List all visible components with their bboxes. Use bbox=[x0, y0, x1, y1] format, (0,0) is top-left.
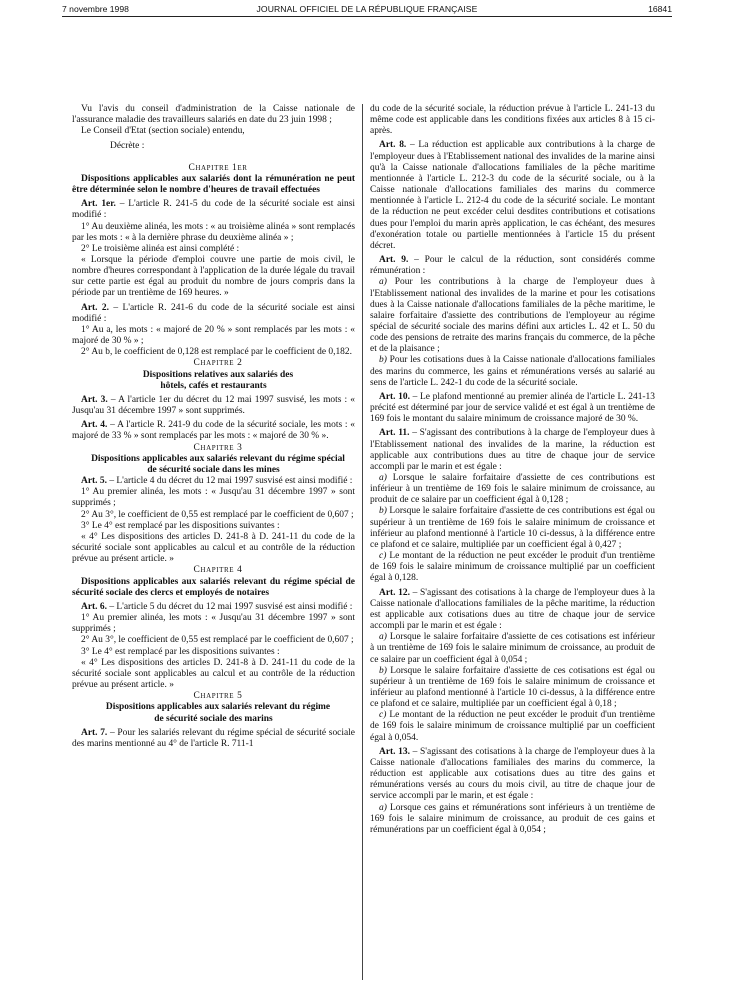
item-marker: b) bbox=[379, 355, 387, 366]
article: Art. 5. – L'article 4 du décret du 12 mai 1997 susvisé est ainsi modifié : bbox=[81, 476, 353, 487]
chapter-title: Dispositions applicables aux salariés relevant du régime spécial de sécurité sociale dans les mines bbox=[91, 453, 345, 475]
article-number: Art. 11. bbox=[379, 428, 410, 439]
header-rule bbox=[62, 16, 672, 17]
article: Art. 12. – S'agissant des cotisations à la charge de l'employeur dues à la Caisse nationale d'allocations familiales de la pêche maritime, la réduction est applicable aux cotisations dues au titre de chaque jour de service accompli par le marin et est égale : bbox=[370, 587, 655, 632]
article-number: Art. 2. bbox=[81, 302, 109, 313]
article: Art. 7. – Pour les salariés relevant du régime spécial de sécurité sociale des marins mentionné au 4° de l'article R. 711-1 bbox=[72, 727, 355, 749]
article: Art. 6. – L'article 5 du décret du 12 mai 1997 susvisé est ainsi modifié : bbox=[81, 601, 353, 612]
column-divider bbox=[362, 104, 363, 980]
item-marker: c) bbox=[379, 710, 387, 721]
article: Art. 10. – Le plafond mentionné au premier alinéa de l'article L. 241-13 précité est déterminé par jour de service validé et est égal à un trentième de 169 fois le montant du salaire minimum de croissance majoré de 30 %. bbox=[370, 391, 655, 425]
paragraph: Vu l'avis du conseil d'administration de la Caisse nationale de l'assurance maladie des travailleurs salariés en date du 23 juin 1998 ; bbox=[72, 104, 355, 126]
chapter-label: Chapitre 2 bbox=[193, 358, 243, 369]
article: Art. 2. – L'article R. 241-6 du code de la sécurité sociale est ainsi modifié : bbox=[72, 302, 355, 324]
paragraph: 2° Au 3°, le coefficient de 0,55 est remplacé par le coefficient de 0,607 ; bbox=[81, 509, 354, 520]
item-marker: a) bbox=[379, 473, 387, 483]
paragraph: 1° Au deuxième alinéa, les mots : « au troisième alinéa » sont remplacés par les mots : « à la dernière phrase du deuxième alinéa » ; bbox=[72, 221, 355, 243]
article-number: Art. 13. bbox=[379, 746, 410, 757]
chapter-title: Dispositions applicables aux salariés dont la rémunération ne peut être déterminée selon le nombre d'heures de travail effectuées bbox=[72, 173, 355, 195]
item-marker: a) bbox=[379, 277, 387, 288]
paragraph: c) Le montant de la réduction ne peut excéder le produit d'un trentième de 169 fois le salaire minimum de croissance multiplié par un coefficient égal à 0,128. bbox=[370, 551, 655, 584]
paragraph: a) Lorsque le salaire forfaitaire d'assiette de ces cotisations est inférieur à un trentième de 169 fois le salaire minimum de croissance, au produit de ce salaire par un coefficient égal à 0,054 ; bbox=[370, 632, 655, 665]
header-journal-title: JOURNAL OFFICIEL DE LA RÉPUBLIQUE FRANÇAISE bbox=[256, 4, 478, 14]
article-number: Art. 1er. bbox=[81, 199, 116, 210]
article-number: Art. 4. bbox=[81, 420, 108, 431]
left-column bbox=[72, 104, 355, 750]
paragraph: c) Le montant de la réduction ne peut excéder le produit d'un trentième de 169 fois le salaire minimum de croissance multiplié par un coefficient égal à 0,054. bbox=[370, 710, 655, 743]
article-number: Art. 3. bbox=[81, 394, 108, 405]
paragraph: 2° Le troisième alinéa est ainsi complété : bbox=[81, 243, 240, 254]
article-number: Art. 9. bbox=[379, 255, 409, 266]
article: Art. 9. – Pour le calcul de la réduction, sont considérés comme rémunération : bbox=[370, 255, 655, 277]
article-number: Art. 10. bbox=[379, 391, 410, 402]
article: Art. 8. – La réduction est applicable aux contributions à la charge de l'employeur dues à l'Etablissement national des invalides de la marine ainsi qu'à la Caisse nationale d'allocations familiales de la pêche maritime mentionnée à l'article L. 212-3 du code de la sécurité sociale, ou à la Caisse nationale d'allocations familiales des marins du commerce mentionnée à l'article L. 212-4 du code de la sécurité sociale. Le montant de la réduction ne peut excéder celui desdites contributions et cotisations dues pour l'emploi du marin après application, le cas échéant, des mesures d'exonération totale ou partielle mentionnées à l'article 15 du présent décret. bbox=[370, 140, 655, 251]
decree-heading: Décrète : bbox=[110, 141, 145, 152]
paragraph: Le Conseil d'Etat (section sociale) entendu, bbox=[81, 126, 245, 137]
item-marker: b) bbox=[379, 665, 387, 676]
article: Art. 11. – S'agissant des contributions à la charge de l'employeur dues à l'Etablissement national des invalides de la marine, la réduction est applicable aux contributions dues au titre de chaque jour de service accompli par le marin et est égale : bbox=[370, 428, 655, 472]
header-date: 7 novembre 1998 bbox=[62, 4, 129, 14]
article: Art. 4. – A l'article R. 241-9 du code de la sécurité sociale, les mots : « majoré de 33 % » sont remplacés par les mots : « majoré de 30 % ». bbox=[72, 420, 355, 442]
item-marker: a) bbox=[379, 632, 387, 643]
chapter-label: Chapitre 5 bbox=[193, 691, 243, 702]
paragraph: 2° Au 3°, le coefficient de 0,55 est remplacé par le coefficient de 0,607 ; bbox=[81, 635, 354, 646]
chapter-title: Dispositions applicables aux salariés relevant du régime spécial de sécurité sociale des clercs et employés de notaires bbox=[72, 576, 355, 598]
paragraph: du code de la sécurité sociale, la réduction prévue à l'article L. 241-13 du même code est applicable dans les conditions fixées aux articles 8 à 15 ci-après. bbox=[370, 104, 655, 137]
paragraph: 1° Au premier alinéa, les mots : « Jusqu'au 31 décembre 1997 » sont supprimés ; bbox=[72, 613, 355, 635]
paragraph: 2° Au b, le coefficient de 0,128 est remplacé par le coefficient de 0,182. bbox=[81, 347, 352, 358]
paragraph: a) Lorsque le salaire forfaitaire d'assiette de ces contributions est inférieur à un trentième de 169 fois le salaire minimum de croissance, au produit de ce salaire par un coefficient égal à 0,128 ; bbox=[370, 473, 655, 506]
item-marker: b) bbox=[379, 506, 387, 517]
paragraph: a) Lorsque ces gains et rémunérations sont inférieurs à un trentième de 169 fois le salaire minimum de croissance, au produit de ces gains et rémunérations par un coefficient égal à 0,054 ; bbox=[370, 802, 655, 835]
paragraph: 3° Le 4° est remplacé par les dispositions suivantes : bbox=[81, 520, 280, 531]
article-number: Art. 5. bbox=[81, 476, 107, 487]
paragraph: a) Pour les contributions à la charge de l'employeur dues à l'Etablissement national des invalides de la marine et pour les cotisations dues à la Caisse nationale d'allocations familiales de la pêche maritime, le salaire forfaitaire d'assiette des contributions de l'employeur au régime spécial de sécurité sociale des marins défini aux articles L. 42 et L. 50 du code des pensions de retraite des marins français du commerce, de la pêche et de la plaisance ; bbox=[370, 277, 655, 355]
chapter-label: Chapitre 3 bbox=[193, 442, 243, 453]
header-page-number: 16841 bbox=[648, 4, 672, 14]
paragraph: b) Lorsque le salaire forfaitaire d'assiette de ces contributions est égal ou supérieur à un trentième de 169 fois le salaire minimum de croissance et inférieur au plafond mentionné à l'article 10 ci-dessus, à la différence entre ce plafond et ce salaire, multipliée par un coefficient égal à 0,427 ; bbox=[370, 506, 655, 550]
right-column bbox=[370, 104, 655, 836]
chapter-label: Chapitre 1er bbox=[188, 162, 248, 173]
article: Art. 3. – A l'article 1er du décret du 12 mai 1997 susvisé, les mots : « Jusqu'au 31 décembre 1997 » sont supprimés. bbox=[72, 394, 355, 417]
article: Art. 1er. – L'article R. 241-5 du code de la sécurité sociale est ainsi modifié : bbox=[72, 199, 355, 221]
article-number: Art. 8. bbox=[379, 140, 407, 151]
paragraph: 3° Le 4° est remplacé par les dispositions suivantes : bbox=[81, 646, 280, 657]
paragraph: « Lorsque la période d'emploi couvre une partie de mois civil, le nombre d'heures correspondant à l'application de la durée légale du travail sur cette partie est égal au produit du nombre de jours compris dans la période par un trentième de 169 heures. » bbox=[72, 254, 355, 299]
article-number: Art. 12. bbox=[379, 587, 410, 598]
paragraph: 1° Au a, les mots : « majoré de 20 % » sont remplacés par les mots : « majoré de 30 % » ; bbox=[72, 324, 355, 347]
chapter-title: Dispositions applicables aux salariés relevant du régime de sécurité sociale des marins bbox=[105, 702, 331, 724]
article-number: Art. 6. bbox=[81, 601, 107, 612]
article: Art. 13. – S'agissant des cotisations à la charge de l'employeur dues à la Caisse nationale d'allocations familiales des marins du commerce, la réduction est applicable aux cotisations dues au titre des gains et rémunérations versés au cours du mois civil, au titre de chaque jour de service accompli par le marin, et est égale : bbox=[370, 746, 655, 802]
paragraph: « 4° Les dispositions des articles D. 241-8 à D. 241-11 du code de la sécurité sociale sont applicables au calcul et au contrôle de la réduction prévue au présent article. » bbox=[72, 531, 355, 565]
item-marker: a) bbox=[379, 802, 387, 813]
paragraph: « 4° Les dispositions des articles D. 241-8 à D. 241-11 du code de la sécurité sociale sont applicables au calcul et au contrôle de la réduction prévue au présent article. » bbox=[72, 657, 355, 691]
chapter-label: Chapitre 4 bbox=[193, 565, 243, 576]
chapter-title: Dispositions relatives aux salariés des hôtels, cafés et restaurants bbox=[142, 369, 294, 391]
paragraph: 1° Au premier alinéa, les mots : « Jusqu'au 31 décembre 1997 » sont supprimés ; bbox=[72, 487, 355, 509]
item-marker: c) bbox=[379, 551, 387, 562]
article-number: Art. 7. bbox=[81, 727, 108, 738]
paragraph: b) Pour les cotisations dues à la Caisse nationale d'allocations familiales des marins du commerce, les gains et rémunérations versés au salarié au sens de l'article L. 242-1 du code de la sécurité sociale. bbox=[370, 355, 655, 388]
paragraph: b) Lorsque le salaire forfaitaire d'assiette de ces cotisations est égal ou supérieur à un trentième de 169 fois le salaire minimum de croissance et inférieur au plafond mentionné à l'article 10 ci-dessus, à la différence entre ce plafond et ce salaire, multipliée par un coefficient égal à 0,18 ; bbox=[370, 665, 655, 710]
